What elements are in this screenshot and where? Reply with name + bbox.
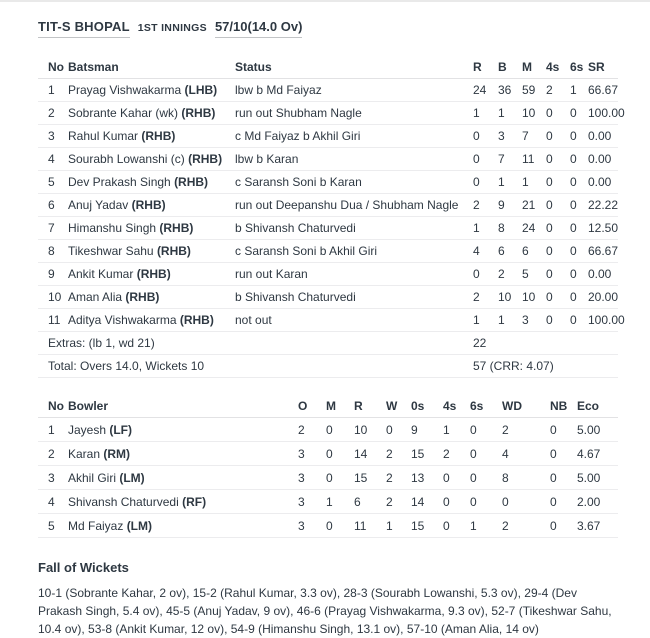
wides-value: 8 bbox=[502, 470, 509, 485]
dismissal-status: lbw b Md Faiyaz bbox=[235, 83, 322, 97]
fours-value: 0 bbox=[443, 470, 450, 485]
batting-table bbox=[38, 56, 625, 378]
dots-value: 15 bbox=[411, 518, 425, 533]
batsman-name-text: Tikeshwar Sahu bbox=[68, 244, 157, 258]
batsman-name-text: Ankit Kumar bbox=[68, 267, 137, 281]
overs-value: 2 bbox=[298, 422, 305, 437]
sixes-value: 0 bbox=[570, 106, 577, 120]
batting-hand-label: (RHB) bbox=[188, 152, 223, 166]
dismissal-status: not out bbox=[235, 313, 272, 327]
batting-hand-label: (RHB) bbox=[159, 221, 194, 235]
batsman-name bbox=[68, 240, 235, 263]
noballs-value: 0 bbox=[550, 518, 557, 533]
wickets-value: 1 bbox=[386, 518, 393, 533]
strike-rate-value: 0.00 bbox=[588, 152, 612, 166]
economy-value: 4.67 bbox=[577, 446, 601, 461]
bowling-style-label: (LM) bbox=[119, 470, 145, 485]
strike-rate-value: 0.00 bbox=[588, 267, 612, 281]
strike-rate-value: 0.00 bbox=[588, 175, 612, 189]
extras-row bbox=[38, 332, 618, 355]
bowler-name bbox=[68, 442, 298, 466]
batsman-number: 8 bbox=[48, 244, 55, 258]
minutes-value: 24 bbox=[522, 221, 536, 235]
dots-value: 14 bbox=[411, 494, 425, 509]
bowling-col-fours: 4s bbox=[443, 398, 457, 413]
sixes-value: 0 bbox=[570, 267, 577, 281]
dismissal-status: c Saransh Soni b Karan bbox=[235, 175, 362, 189]
batting-col-status: Status bbox=[235, 60, 272, 74]
bowling-col-economy: Eco bbox=[577, 398, 600, 413]
bowling-style-label: (LM) bbox=[126, 518, 153, 533]
batsman-row bbox=[38, 79, 618, 102]
dismissal-status: run out Shubham Nagle bbox=[235, 106, 362, 120]
runs-value: 24 bbox=[473, 83, 487, 97]
wickets-value: 2 bbox=[386, 494, 393, 509]
batsman-name bbox=[68, 125, 235, 148]
batsman-row bbox=[38, 309, 618, 332]
maidens-value: 0 bbox=[326, 470, 333, 485]
batsman-row bbox=[38, 194, 618, 217]
wickets-value: 0 bbox=[386, 422, 393, 437]
minutes-value: 3 bbox=[522, 313, 529, 327]
batsman-row bbox=[38, 125, 618, 148]
team-name-link[interactable]: TIT-S BHOPAL bbox=[38, 19, 130, 38]
wides-value: 4 bbox=[502, 446, 509, 461]
balls-value: 6 bbox=[498, 244, 505, 258]
runs-value: 1 bbox=[473, 106, 480, 120]
economy-value: 5.00 bbox=[577, 422, 601, 437]
bowler-name bbox=[68, 418, 298, 442]
minutes-value: 10 bbox=[522, 106, 536, 120]
fours-value: 2 bbox=[546, 83, 553, 97]
dots-value: 13 bbox=[411, 470, 425, 485]
wickets-value: 2 bbox=[386, 446, 393, 461]
noballs-value: 0 bbox=[550, 470, 557, 485]
batsman-name-text: Himanshu Singh bbox=[68, 221, 160, 235]
minutes-value: 10 bbox=[522, 290, 536, 304]
batting-col-sixes: 6s bbox=[570, 60, 584, 74]
balls-value: 3 bbox=[498, 129, 505, 143]
sixes-value: 1 bbox=[570, 83, 577, 97]
bowling-style-label: (RM) bbox=[103, 446, 131, 461]
batsman-row bbox=[38, 102, 618, 125]
strike-rate-value: 100.00 bbox=[588, 313, 625, 327]
bowling-style-label: (RF) bbox=[182, 494, 207, 509]
batsman-name-text: Aditya Vishwakarma bbox=[68, 313, 180, 327]
dismissal-status: lbw b Karan bbox=[235, 152, 299, 166]
runs-value: 0 bbox=[473, 175, 480, 189]
fall-of-wickets-title: Fall of Wickets bbox=[38, 560, 129, 575]
batsman-name-text: Aman Alia bbox=[68, 290, 126, 304]
balls-value: 10 bbox=[498, 290, 512, 304]
bowler-number: 3 bbox=[48, 470, 55, 485]
balls-value: 1 bbox=[498, 175, 505, 189]
sixes-value: 0 bbox=[570, 221, 577, 235]
batting-hand-label: (RHB) bbox=[136, 267, 171, 281]
fours-value: 0 bbox=[546, 106, 553, 120]
batsman-number: 4 bbox=[48, 152, 55, 166]
total-row bbox=[38, 355, 618, 378]
bowler-number: 1 bbox=[48, 422, 55, 437]
fall-of-wickets-section bbox=[38, 560, 620, 638]
strike-rate-value: 20.00 bbox=[588, 290, 619, 304]
batting-col-minutes: M bbox=[522, 60, 532, 74]
batsman-name bbox=[68, 102, 235, 125]
balls-value: 9 bbox=[498, 198, 505, 212]
fours-value: 0 bbox=[546, 244, 553, 258]
bowler-name bbox=[68, 466, 298, 490]
batsman-row bbox=[38, 148, 618, 171]
extras-label: Extras: (lb 1, wd 21) bbox=[48, 336, 155, 350]
bowler-number: 4 bbox=[48, 494, 55, 509]
batsman-number: 5 bbox=[48, 175, 55, 189]
bowler-name-text: Karan bbox=[68, 446, 104, 461]
batsman-number: 11 bbox=[48, 313, 61, 327]
dots-value: 15 bbox=[411, 446, 425, 461]
batting-hand-label: (RHB) bbox=[141, 129, 176, 143]
batting-col-balls: B bbox=[498, 60, 507, 74]
minutes-value: 6 bbox=[522, 244, 529, 258]
sixes-value: 0 bbox=[570, 244, 577, 258]
fours-value: 2 bbox=[443, 446, 450, 461]
dismissal-status: b Shivansh Chaturvedi bbox=[235, 221, 356, 235]
bowling-col-bowler: Bowler bbox=[68, 398, 109, 413]
noballs-value: 0 bbox=[550, 494, 557, 509]
bowling-col-no: No bbox=[48, 398, 64, 413]
bowling-col-dots: 0s bbox=[411, 398, 425, 413]
batsman-number: 6 bbox=[48, 198, 55, 212]
strike-rate-value: 100.00 bbox=[588, 106, 625, 120]
runs-value: 0 bbox=[473, 129, 480, 143]
bowling-style-label: (LF) bbox=[109, 422, 133, 437]
dismissal-status: run out Karan bbox=[235, 267, 308, 281]
economy-value: 3.67 bbox=[577, 518, 601, 533]
batting-hand-label: (RHB) bbox=[174, 175, 209, 189]
balls-value: 2 bbox=[498, 267, 505, 281]
total-label: Total: Overs 14.0, Wickets 10 bbox=[48, 359, 205, 373]
runs-value: 0 bbox=[473, 152, 480, 166]
minutes-value: 21 bbox=[522, 198, 536, 212]
minutes-value: 59 bbox=[522, 83, 536, 97]
bowling-col-wides: WD bbox=[502, 398, 522, 413]
fours-value: 0 bbox=[546, 267, 553, 281]
balls-value: 8 bbox=[498, 221, 505, 235]
dismissal-status: c Md Faiyaz b Akhil Giri bbox=[235, 129, 361, 143]
batsman-name bbox=[68, 148, 235, 171]
sixes-value: 1 bbox=[470, 518, 477, 533]
bowler-name-text: Jayesh bbox=[68, 422, 110, 437]
maidens-value: 0 bbox=[326, 446, 333, 461]
fours-value: 0 bbox=[443, 518, 450, 533]
sixes-value: 0 bbox=[570, 198, 577, 212]
strike-rate-value: 22.22 bbox=[588, 198, 619, 212]
fall-of-wickets-text: 10-1 (Sobrante Kahar, 2 ov), 15-2 (Rahul Kumar, 3.3 ov), 28-3 (Sourabh Lowanshi, 5.3 ov), 29-4 (Dev Prakash Singh, 5.4 ov), 45-5 (Anuj Yadav, 9 ov), 46-6 (Prayag Vishwakarma, 9.3 ov), 52-7 (Tikeshwar Sahu, 10.4 ov), 53-8 (Ankit Kumar, 12 ov), 54-9 (Himanshu Singh, 13.1 ov), 57-10 (Aman Alia, 14 ov) bbox=[38, 586, 612, 636]
runs-value: 2 bbox=[473, 290, 480, 304]
total-value: 57 (CRR: 4.07) bbox=[473, 359, 554, 373]
bowling-col-noballs: NB bbox=[550, 398, 568, 413]
batsman-row bbox=[38, 286, 618, 309]
economy-value: 5.00 bbox=[577, 470, 601, 485]
dismissal-status: b Shivansh Chaturvedi bbox=[235, 290, 356, 304]
minutes-value: 5 bbox=[522, 267, 529, 281]
strike-rate-value: 0.00 bbox=[588, 129, 612, 143]
batting-hand-label: (RHB) bbox=[131, 198, 166, 212]
dismissal-status: c Saransh Soni b Akhil Giri bbox=[235, 244, 378, 258]
fours-value: 1 bbox=[443, 422, 450, 437]
batsman-row bbox=[38, 263, 618, 286]
runs-value: 6 bbox=[354, 494, 361, 509]
sixes-value: 0 bbox=[470, 494, 477, 509]
runs-value: 11 bbox=[354, 518, 367, 533]
batsman-number: 10 bbox=[48, 290, 62, 304]
bowling-header-row bbox=[38, 394, 618, 418]
batsman-name-text: Sobrante Kahar (wk) bbox=[68, 106, 182, 120]
batting-col-fours: 4s bbox=[546, 60, 560, 74]
runs-value: 4 bbox=[473, 244, 480, 258]
overs-value: 3 bbox=[298, 494, 305, 509]
sixes-value: 0 bbox=[470, 446, 477, 461]
fours-value: 0 bbox=[546, 313, 553, 327]
bowler-name-text: Md Faiyaz bbox=[68, 518, 127, 533]
bowler-name-text: Shivansh Chaturvedi bbox=[68, 494, 183, 509]
bowling-col-wickets: W bbox=[386, 398, 398, 413]
fours-value: 0 bbox=[546, 129, 553, 143]
sixes-value: 0 bbox=[470, 422, 477, 437]
batsman-row bbox=[38, 240, 618, 263]
bowling-col-runs: R bbox=[354, 398, 363, 413]
bowler-row bbox=[38, 442, 618, 466]
overs-value: 3 bbox=[298, 470, 305, 485]
runs-value: 10 bbox=[354, 422, 368, 437]
bowler-row bbox=[38, 490, 618, 514]
batsman-number: 3 bbox=[48, 129, 55, 143]
sixes-value: 0 bbox=[470, 470, 477, 485]
batsman-name-text: Prayag Vishwakarma bbox=[68, 83, 185, 97]
wides-value: 2 bbox=[502, 518, 509, 533]
sixes-value: 0 bbox=[570, 152, 577, 166]
batting-col-no: No bbox=[48, 60, 64, 74]
bowler-row bbox=[38, 418, 618, 442]
strike-rate-value: 66.67 bbox=[588, 244, 619, 258]
batting-col-sr: SR bbox=[588, 60, 605, 74]
batsman-name bbox=[68, 286, 235, 309]
batsman-name bbox=[68, 263, 235, 286]
dismissal-status: run out Deepanshu Dua / Shubham Nagle bbox=[235, 198, 459, 212]
dots-value: 9 bbox=[411, 422, 418, 437]
runs-value: 1 bbox=[473, 221, 480, 235]
fours-value: 0 bbox=[443, 494, 450, 509]
wickets-value: 2 bbox=[386, 470, 393, 485]
bowler-row bbox=[38, 514, 618, 538]
bowler-row bbox=[38, 466, 618, 490]
batting-col-runs: R bbox=[473, 60, 482, 74]
bowler-name bbox=[68, 490, 298, 514]
bowler-number: 5 bbox=[48, 518, 55, 533]
batting-hand-label: (RHB) bbox=[181, 106, 216, 120]
batsman-name bbox=[68, 217, 235, 240]
balls-value: 36 bbox=[498, 83, 512, 97]
scorecard-content bbox=[0, 2, 650, 638]
innings-score-link[interactable]: 57/10(14.0 Ov) bbox=[215, 19, 302, 38]
bowling-col-overs: O bbox=[298, 398, 308, 413]
batsman-name bbox=[68, 194, 235, 217]
strike-rate-value: 12.50 bbox=[588, 221, 619, 235]
minutes-value: 1 bbox=[522, 175, 529, 189]
batsman-name-text: Sourabh Lowanshi (c) bbox=[68, 152, 189, 166]
batting-hand-label: (RHB) bbox=[125, 290, 160, 304]
batsman-number: 2 bbox=[48, 106, 55, 120]
noballs-value: 0 bbox=[550, 446, 557, 461]
innings-label: 1ST INNINGS bbox=[137, 22, 207, 34]
batting-hand-label: (RHB) bbox=[156, 244, 191, 258]
batsman-name bbox=[68, 79, 235, 102]
runs-value: 2 bbox=[473, 198, 480, 212]
batsman-name bbox=[68, 309, 235, 332]
batting-hand-label: (LHB) bbox=[184, 83, 218, 97]
overs-value: 3 bbox=[298, 518, 305, 533]
balls-value: 1 bbox=[498, 106, 505, 120]
noballs-value: 0 bbox=[550, 422, 557, 437]
batsman-number: 9 bbox=[48, 267, 55, 281]
fours-value: 0 bbox=[546, 175, 553, 189]
minutes-value: 7 bbox=[522, 129, 529, 143]
batsman-name-text: Anuj Yadav bbox=[68, 198, 132, 212]
sixes-value: 0 bbox=[570, 129, 577, 143]
bowler-name-text: Akhil Giri bbox=[68, 470, 120, 485]
runs-value: 14 bbox=[354, 446, 368, 461]
maidens-value: 0 bbox=[326, 518, 333, 533]
runs-value: 0 bbox=[473, 267, 480, 281]
batting-hand-label: (RHB) bbox=[179, 313, 214, 327]
runs-value: 1 bbox=[473, 313, 480, 327]
fours-value: 0 bbox=[546, 152, 553, 166]
fours-value: 0 bbox=[546, 221, 553, 235]
maidens-value: 1 bbox=[326, 494, 333, 509]
innings-header bbox=[38, 19, 620, 38]
fours-value: 0 bbox=[546, 290, 553, 304]
batsman-name bbox=[68, 171, 235, 194]
bowling-col-sixes: 6s bbox=[470, 398, 484, 413]
sixes-value: 0 bbox=[570, 313, 577, 327]
batting-col-batsman: Batsman bbox=[68, 60, 119, 74]
maidens-value: 0 bbox=[326, 422, 333, 437]
overs-value: 3 bbox=[298, 446, 305, 461]
runs-value: 15 bbox=[354, 470, 368, 485]
economy-value: 2.00 bbox=[577, 494, 601, 509]
batsman-number: 7 bbox=[48, 221, 55, 235]
batting-header-row bbox=[38, 56, 618, 79]
minutes-value: 11 bbox=[522, 152, 535, 166]
batsman-row bbox=[38, 171, 618, 194]
fours-value: 0 bbox=[546, 198, 553, 212]
batsman-name-text: Dev Prakash Singh bbox=[68, 175, 175, 189]
extras-value: 22 bbox=[473, 336, 487, 350]
batsman-number: 1 bbox=[48, 83, 55, 97]
wides-value: 2 bbox=[502, 422, 509, 437]
sixes-value: 0 bbox=[570, 175, 577, 189]
strike-rate-value: 66.67 bbox=[588, 83, 619, 97]
balls-value: 1 bbox=[498, 313, 505, 327]
balls-value: 7 bbox=[498, 152, 505, 166]
bowling-col-maidens: M bbox=[326, 398, 336, 413]
batsman-row bbox=[38, 217, 618, 240]
bowler-name bbox=[68, 514, 298, 538]
bowling-table bbox=[38, 394, 618, 538]
wides-value: 0 bbox=[502, 494, 509, 509]
batsman-name-text: Rahul Kumar bbox=[68, 129, 142, 143]
sixes-value: 0 bbox=[570, 290, 577, 304]
bowler-number: 2 bbox=[48, 446, 55, 461]
